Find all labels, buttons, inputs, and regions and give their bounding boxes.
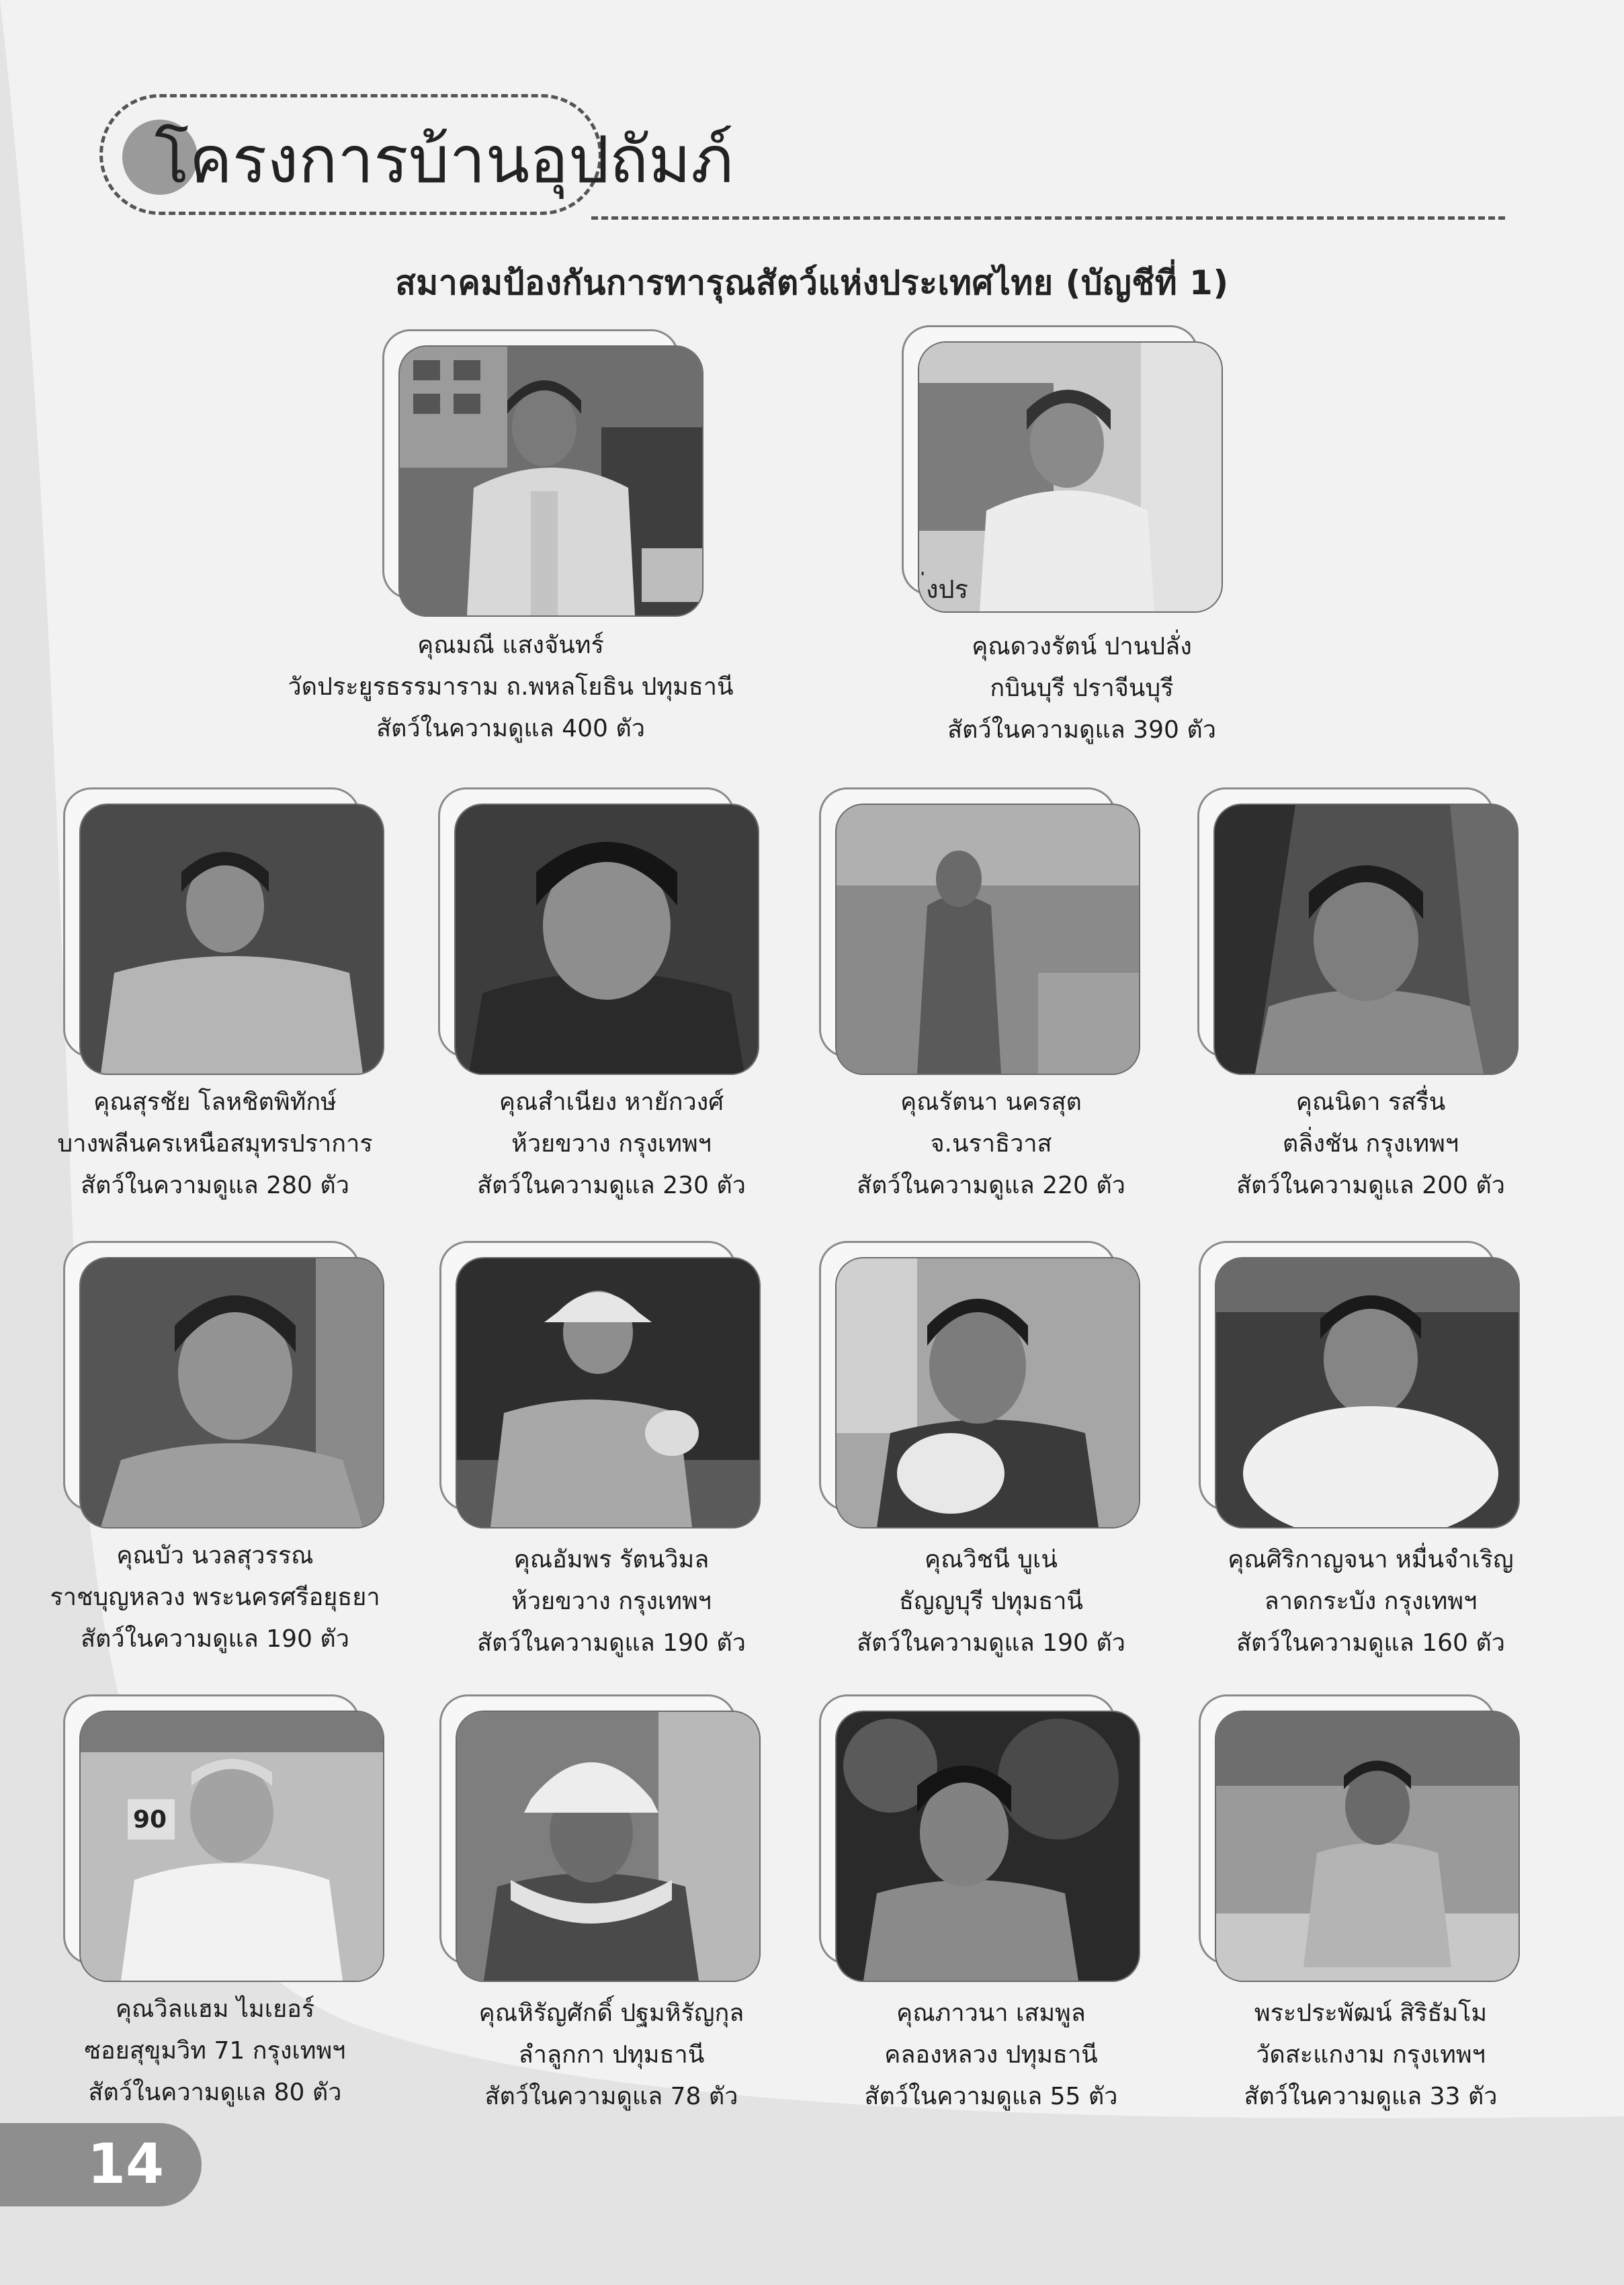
caretaker-photo xyxy=(457,1258,759,1527)
caretaker-animal-count: สัตว์ในความดูแล 190 ตัว xyxy=(477,1629,746,1657)
caretaker-animal-count: สัตว์ในความดูแล 190 ตัว xyxy=(81,1625,349,1653)
page-subtitle: สมาคมป้องกันการทารุณสัตว์แห่งประเทศไทย (บัญชีที่ 1) xyxy=(395,263,1229,302)
page-number: 14 xyxy=(87,2132,165,2196)
caretaker-photo xyxy=(837,1712,1139,1981)
page-title: โครงการบ้านอุปถัมภ์ xyxy=(155,122,734,198)
photo-sign-number: 90 xyxy=(133,1806,167,1834)
caretaker-location: ลาดกระบัง กรุงเทพฯ xyxy=(1264,1588,1478,1615)
caretaker-animal-count: สัตว์ในความดูแล 55 ตัว xyxy=(864,2083,1118,2110)
caretaker-name: คุณรัตนา นครสุต xyxy=(900,1088,1082,1116)
photo-background-text: ่งปร xyxy=(926,574,969,604)
caretaker-location: ห้วยขวาง กรุงเทพฯ xyxy=(511,1130,712,1158)
caretaker-location: กบินบุรี ปราจีนบุรี xyxy=(990,675,1174,702)
caretaker-name: คุณสุรชัย โลหชิตพิทักษ์ xyxy=(93,1088,337,1116)
caretaker-name: คุณหิรัญศักดิ์ ปฐมหิรัญกุล xyxy=(478,1999,744,2027)
caretaker-photo xyxy=(400,347,702,615)
caretaker-photo xyxy=(919,343,1222,611)
caretaker-name: คุณภาวนา เสมพูล xyxy=(896,1999,1086,2027)
caretaker-animal-count: สัตว์ในความดูแล 160 ตัว xyxy=(1236,1629,1505,1657)
caretaker-location: วัดประยูรธรรมาราม ถ.พหลโยธิน ปทุมธานี xyxy=(288,673,734,701)
caretaker-location: ห้วยขวาง กรุงเทพฯ xyxy=(511,1588,712,1615)
caretaker-location: วัดสะแกงาม กรุงเทพฯ xyxy=(1256,2041,1486,2069)
caretaker-location: ตลิ่งชัน กรุงเทพฯ xyxy=(1282,1130,1459,1158)
caretaker-name: พระประพัฒน์ สิริธัมโม xyxy=(1254,1999,1488,2027)
caretaker-location: ราชบุญหลวง พระนครศรีอยุธยา xyxy=(50,1584,380,1611)
caretaker-animal-count: สัตว์ในความดูแล 80 ตัว xyxy=(88,2079,342,2106)
caretaker-name: คุณวิชนี บูเน่ xyxy=(925,1546,1058,1573)
caretaker-name: คุณสำเนียง หายักวงศ์ xyxy=(499,1088,724,1116)
caretaker-photo xyxy=(837,1258,1139,1527)
caretaker-name: คุณวิลแฮม ไมเยอร์ xyxy=(115,1995,315,2023)
caretaker-location: ลำลูกกา ปทุมธานี xyxy=(518,2041,705,2069)
caretaker-location: ธัญญบุรี ปทุมธานี xyxy=(898,1588,1084,1615)
caretaker-animal-count: สัตว์ในความดูแล 78 ตัว xyxy=(484,2083,738,2110)
caretaker-animal-count: สัตว์ในความดูแล 390 ตัว xyxy=(947,716,1216,744)
caretaker-photo xyxy=(1216,1258,1519,1527)
caretaker-photo xyxy=(1215,805,1517,1074)
caretaker-name: คุณศิริกาญจนา หมื่นจำเริญ xyxy=(1228,1546,1514,1573)
caretaker-photo xyxy=(456,805,758,1074)
caretaker-photo xyxy=(81,1712,383,1981)
caretaker-animal-count: สัตว์ในความดูแล 190 ตัว xyxy=(857,1629,1125,1657)
caretaker-photo xyxy=(837,805,1139,1074)
caretaker-location: บางพลีนครเหนือสมุทรปราการ xyxy=(57,1130,373,1158)
caretaker-photo xyxy=(81,1258,383,1527)
caretaker-name: คุณนิดา รสรื่น xyxy=(1295,1088,1446,1116)
caretaker-location: คลองหลวง ปทุมธานี xyxy=(884,2041,1098,2069)
caretaker-name: คุณอัมพร รัตนวิมล xyxy=(513,1546,710,1573)
caretaker-photo xyxy=(1216,1712,1519,1981)
caretaker-animal-count: สัตว์ในความดูแล 33 ตัว xyxy=(1244,2083,1498,2110)
caretaker-photo xyxy=(457,1712,759,1981)
caretaker-animal-count: สัตว์ในความดูแล 230 ตัว xyxy=(477,1172,746,1199)
caretaker-photo xyxy=(81,805,383,1074)
caretaker-location: จ.นราธิวาส xyxy=(930,1130,1052,1158)
caretaker-animal-count: สัตว์ในความดูแล 400 ตัว xyxy=(376,715,645,742)
caretaker-name: คุณบัว นวลสุวรรณ xyxy=(116,1542,314,1569)
header-dashed-line xyxy=(591,216,1505,220)
caretaker-name: คุณมณี แสงจันทร์ xyxy=(417,632,604,659)
caretaker-name: คุณดวงรัตน์ ปานปลั่ง xyxy=(972,633,1192,660)
caretaker-location: ซอยสุขุมวิท 71 กรุงเทพฯ xyxy=(84,2037,346,2065)
caretaker-animal-count: สัตว์ในความดูแล 220 ตัว xyxy=(857,1172,1125,1199)
caretaker-animal-count: สัตว์ในความดูแล 280 ตัว xyxy=(81,1172,349,1199)
caretaker-animal-count: สัตว์ในความดูแล 200 ตัว xyxy=(1236,1172,1505,1199)
